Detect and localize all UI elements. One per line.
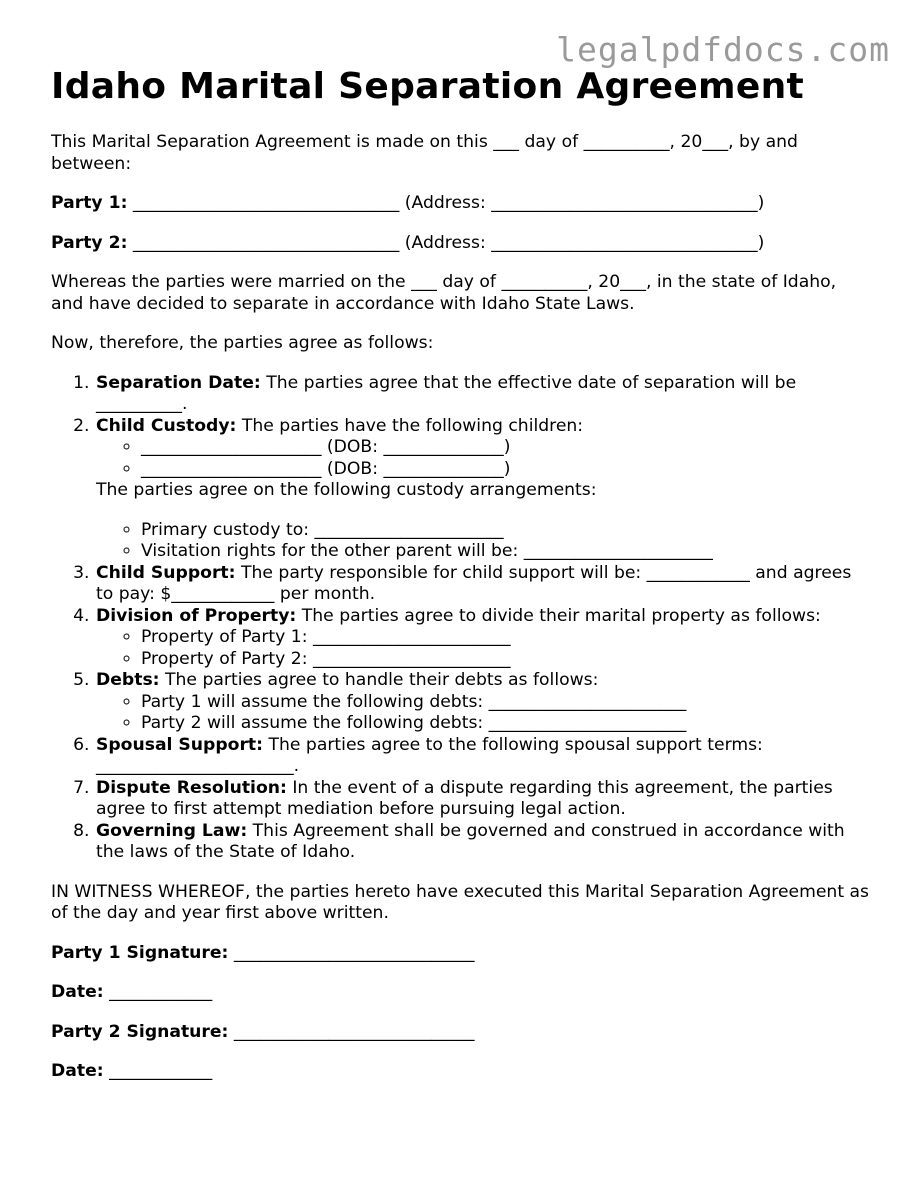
child-entry: ◦ _____________________ (DOB: ______________) xyxy=(141,437,871,459)
custody-arrangement: ◦ Primary custody to: ______________________ xyxy=(141,520,871,542)
term-debts xyxy=(95,670,871,735)
custody-arrangements-intro: The parties agree on the following custody arrangements: xyxy=(96,480,597,500)
term-text: The parties agree to handle their debts as follows: xyxy=(159,670,599,690)
term-heading: Governing Law: xyxy=(96,820,248,841)
party-2-line xyxy=(51,233,871,255)
term-heading: Debts: xyxy=(96,670,160,690)
signature-label: Party 1 Signature: xyxy=(51,942,229,963)
term-child-support xyxy=(95,563,871,606)
party-1-label: Party 1: xyxy=(51,193,128,213)
party-1-fields: _______________________________ (Address: _______________________________) xyxy=(127,193,765,213)
property-entry: ◦ Property of Party 2: _______________________ xyxy=(141,649,871,671)
party-2-date-line xyxy=(51,1061,871,1083)
term-heading: Child Custody: xyxy=(96,415,237,436)
term-division-of-property xyxy=(95,606,871,671)
intro-paragraph: This Marital Separation Agreement is made on this ___ day of __________, 20___, by and between: xyxy=(51,132,798,174)
date-label: Date: xyxy=(51,982,104,1002)
party-1-date-line xyxy=(51,982,871,1004)
now-therefore-paragraph: Now, therefore, the parties agree as follows: xyxy=(51,333,434,353)
page-title: Idaho Marital Separation Agreement xyxy=(51,66,805,107)
date-blank: ____________ xyxy=(103,982,213,1002)
term-heading: Dispute Resolution: xyxy=(96,777,287,798)
term-text: The party responsible for child support will be: ____________ and agrees to pay: $____________ per month. xyxy=(96,562,852,604)
child-entry: ◦ _____________________ (DOB: ______________) xyxy=(141,459,871,481)
term-text: In the event of a dispute regarding this agreement, the parties agree to first attempt mediation before pursuing legal action. xyxy=(96,777,833,819)
debt-entry: ◦ Party 2 will assume the following debts: _______________________ xyxy=(141,713,871,735)
date-blank: ____________ xyxy=(103,1061,213,1081)
term-separation-date xyxy=(95,373,871,416)
term-heading: Spousal Support: xyxy=(96,734,264,755)
term-heading: Division of Property: xyxy=(96,605,297,626)
term-spousal-support xyxy=(95,735,871,778)
term-text: The parties agree to the following spousal support terms: _______________________. xyxy=(96,734,763,776)
witness-paragraph: IN WITNESS WHEREOF, the parties hereto have executed this Marital Separation Agreement as of the day and year first above written. xyxy=(51,881,870,923)
party-2-fields: _______________________________ (Address: _______________________________) xyxy=(127,232,765,253)
agreement-body xyxy=(51,132,871,1101)
term-heading: Separation Date: xyxy=(96,372,261,393)
debt-entry: ◦ Party 1 will assume the following debts: _______________________ xyxy=(141,692,871,714)
watermark: legalpdfdocs.com xyxy=(556,30,890,69)
party-2-signature-line xyxy=(51,1022,871,1044)
term-governing-law xyxy=(95,821,871,864)
term-heading: Child Support: xyxy=(96,562,236,583)
terms-list xyxy=(51,373,871,864)
debts-list xyxy=(96,692,871,735)
signature-label: Party 2 Signature: xyxy=(51,1021,229,1042)
party-1-line xyxy=(51,193,871,215)
date-label: Date: xyxy=(51,1061,104,1081)
term-text: This Agreement shall be governed and construed in accordance with the laws of the State of Idaho. xyxy=(96,820,845,862)
term-text: The parties have the following children: xyxy=(236,415,584,436)
term-child-custody xyxy=(95,416,871,563)
signature-blank: ____________________________ xyxy=(228,1021,475,1042)
term-text: The parties agree to divide their marital property as follows: xyxy=(296,605,821,626)
term-text: The parties agree that the effective date of separation will be __________. xyxy=(96,372,797,414)
property-list xyxy=(96,627,871,670)
whereas-paragraph: Whereas the parties were married on the ___ day of __________, 20___, in the state of Idaho, and have decided to separate in accordance with Idaho State Laws. xyxy=(51,272,837,314)
children-list xyxy=(96,437,871,480)
term-dispute-resolution xyxy=(95,778,871,821)
signature-blank: ____________________________ xyxy=(228,942,475,963)
custody-arrangements-list xyxy=(96,520,871,563)
property-entry: ◦ Property of Party 1: _______________________ xyxy=(141,627,871,649)
party-2-label: Party 2: xyxy=(51,232,128,253)
party-1-signature-line xyxy=(51,943,871,965)
custody-arrangement: ◦ Visitation rights for the other parent will be: ______________________ xyxy=(141,541,871,563)
